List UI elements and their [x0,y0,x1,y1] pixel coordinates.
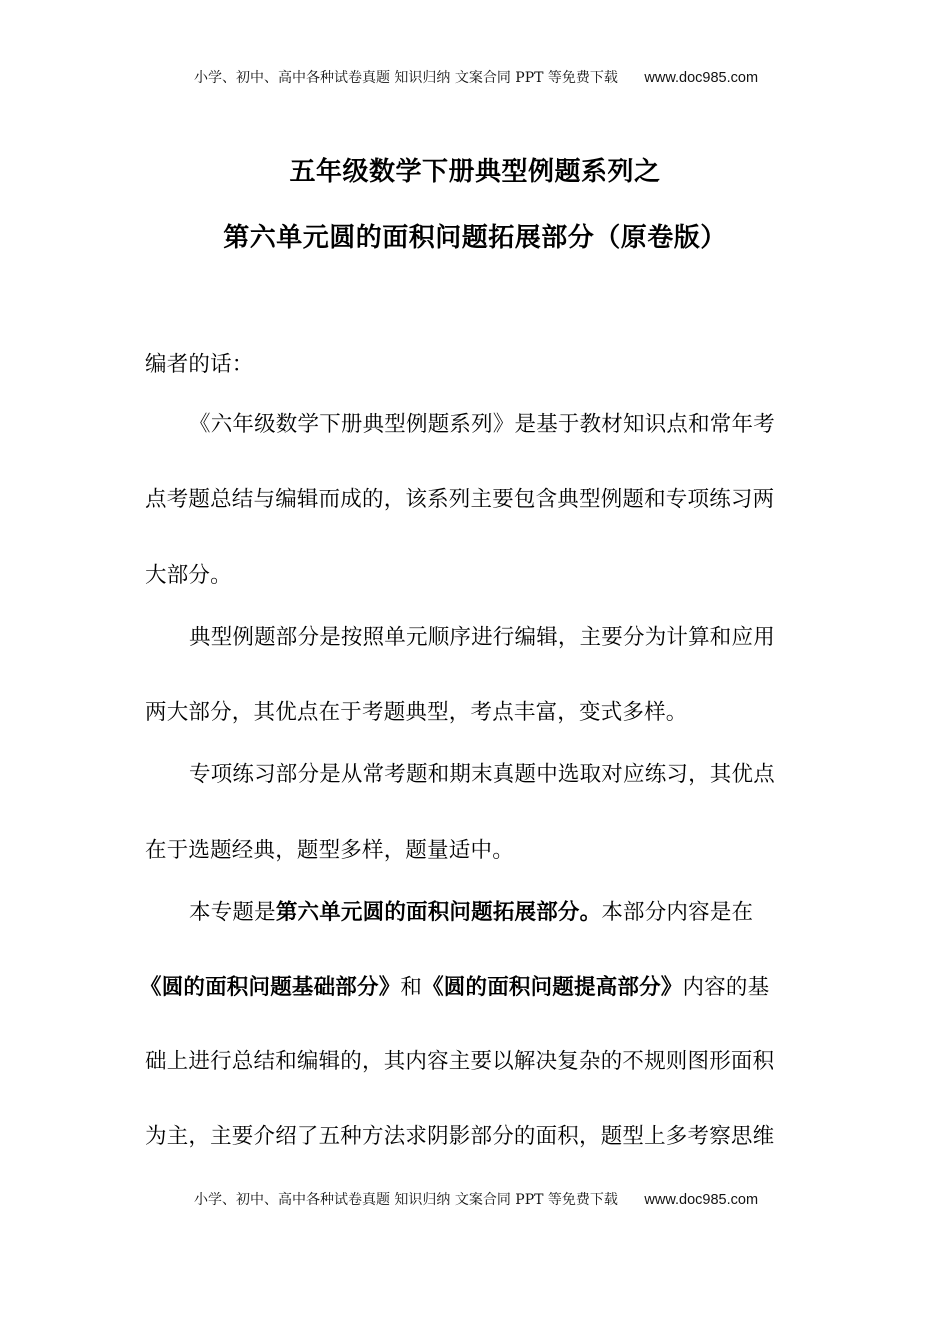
paragraph-1-line-1: 《六年级数学下册典型例题系列》是基于教材知识点和常年考 [189,412,775,437]
footer-content [192,1190,758,1210]
paragraph-4-line-2 [140,973,790,1003]
conjunction-and: 和 [400,975,423,1000]
paragraph-4-line-1 [189,898,795,928]
paragraph-4-line-2-suffix: 内容的基 [682,975,770,1000]
page-header [0,68,950,88]
page-footer [0,1190,950,1210]
document-title-line-1: 五年级数学下册典型例题系列之 [289,157,661,187]
basic-part-reference: 《圆的面积问题基础部分》 [140,975,401,1000]
header-url-link[interactable]: www.doc985.com [644,70,759,86]
footer-url-link[interactable]: www.doc985.com [644,1192,759,1208]
paragraph-3-line-2: 在于选题经典，题型多样，题量适中。 [145,838,514,863]
paragraph-1-line-2: 点考题总结与编辑而成的，该系列主要包含典型例题和专项练习两 [145,487,775,512]
paragraph-3-line-1: 专项练习部分是从常考题和期末真题中选取对应练习，其优点 [189,762,775,787]
paragraph-2-line-1: 典型例题部分是按照单元顺序进行编辑，主要分为计算和应用 [189,625,775,650]
paragraph-2-line-2: 两大部分，其优点在于考题典型，考点丰富，变式多样。 [145,700,688,725]
paragraph-4-line-4: 为主，主要介绍了五种方法求阴影部分的面积，题型上多考察思维 [145,1124,775,1149]
advanced-part-reference: 《圆的面积问题提高部分》 [422,975,683,1000]
paragraph-1-line-3: 大部分。 [145,563,232,588]
paragraph-4-suffix: 本部分内容是在 [601,900,754,925]
topic-name-bold: 第六单元圆的面积问题拓展部分。 [275,900,602,925]
paragraph-4-prefix: 本专题是 [189,900,276,925]
paragraph-4-line-3: 础上进行总结和编辑的，其内容主要以解决复杂的不规则图形面积 [145,1049,775,1074]
header-text: 小学、初中、高中各种试卷真题 知识归纳 文案合同 PPT 等免费下载 [193,70,618,86]
header-content [192,68,758,88]
document-title-line-2: 第六单元圆的面积问题拓展部分（原卷版） [223,223,727,253]
editor-note-label: 编者的话： [145,352,254,377]
footer-text: 小学、初中、高中各种试卷真题 知识归纳 文案合同 PPT 等免费下载 [193,1192,618,1208]
